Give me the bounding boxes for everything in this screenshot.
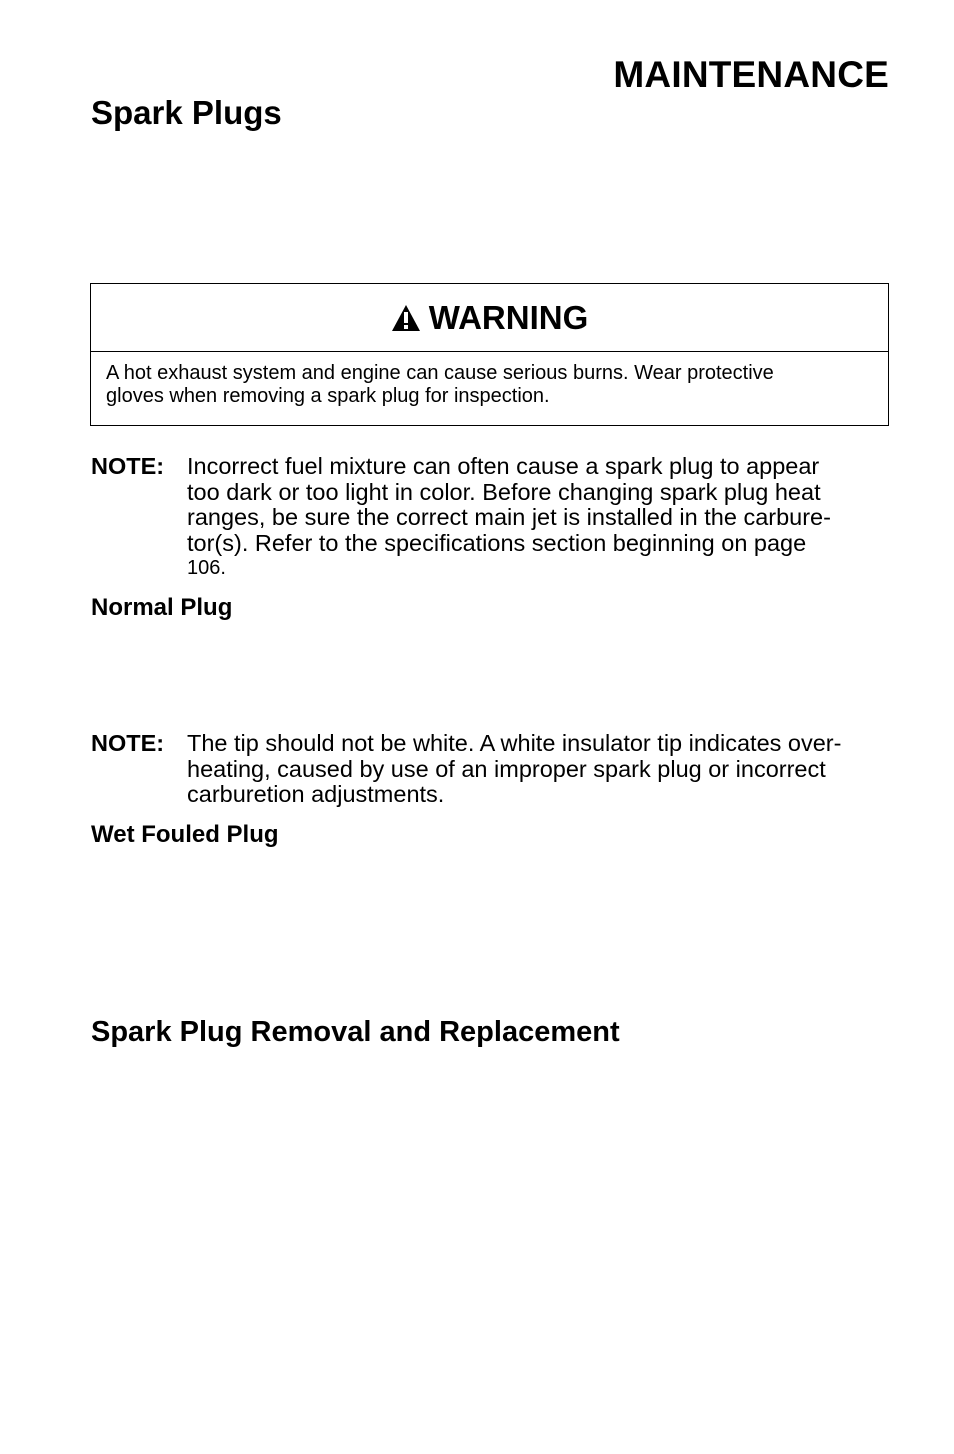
warning-header xyxy=(91,284,888,352)
note-text-line: heating, caused by use of an improper spark plug or incorrect xyxy=(187,755,826,782)
removal-replacement-heading: Spark Plug Removal and Replacement xyxy=(91,1016,620,1048)
note-text-line: carburetion adjustments. xyxy=(187,781,445,807)
wet-fouled-plug-heading: Wet Fouled Plug xyxy=(91,821,279,848)
warning-text-line: gloves when removing a spark plug for inspection. xyxy=(106,385,550,407)
note-text-line: The tip should not be white. A white insulator tip indicates over- xyxy=(187,730,842,756)
note-text xyxy=(187,731,891,808)
warning-title: WARNING xyxy=(428,298,589,336)
note-white-tip xyxy=(91,731,891,808)
warning-triangle-icon xyxy=(391,304,421,332)
section-title: MAINTENANCE xyxy=(613,54,889,95)
note-text-line: tor(s). Refer to the specifications section beginning on page xyxy=(187,529,807,556)
note-label: NOTE: xyxy=(91,730,165,756)
warning-box xyxy=(90,283,889,426)
note-text-line: Incorrect fuel mixture can often cause a spark plug to appear xyxy=(187,453,820,479)
note-text xyxy=(187,454,891,582)
normal-plug-heading: Normal Plug xyxy=(91,594,233,621)
warning-text-line: A hot exhaust system and engine can cause serious burns. Wear protective xyxy=(106,362,774,384)
page-reference: 106. xyxy=(187,557,226,579)
note-fuel-mixture xyxy=(91,454,891,582)
note-text-line: ranges, be sure the correct main jet is installed in the carbure- xyxy=(187,504,831,530)
page-heading: Spark Plugs xyxy=(91,94,282,131)
note-text-line: too dark or too light in color. Before changing spark plug heat xyxy=(187,478,821,505)
warning-text xyxy=(91,352,888,408)
note-label: NOTE: xyxy=(91,453,165,479)
